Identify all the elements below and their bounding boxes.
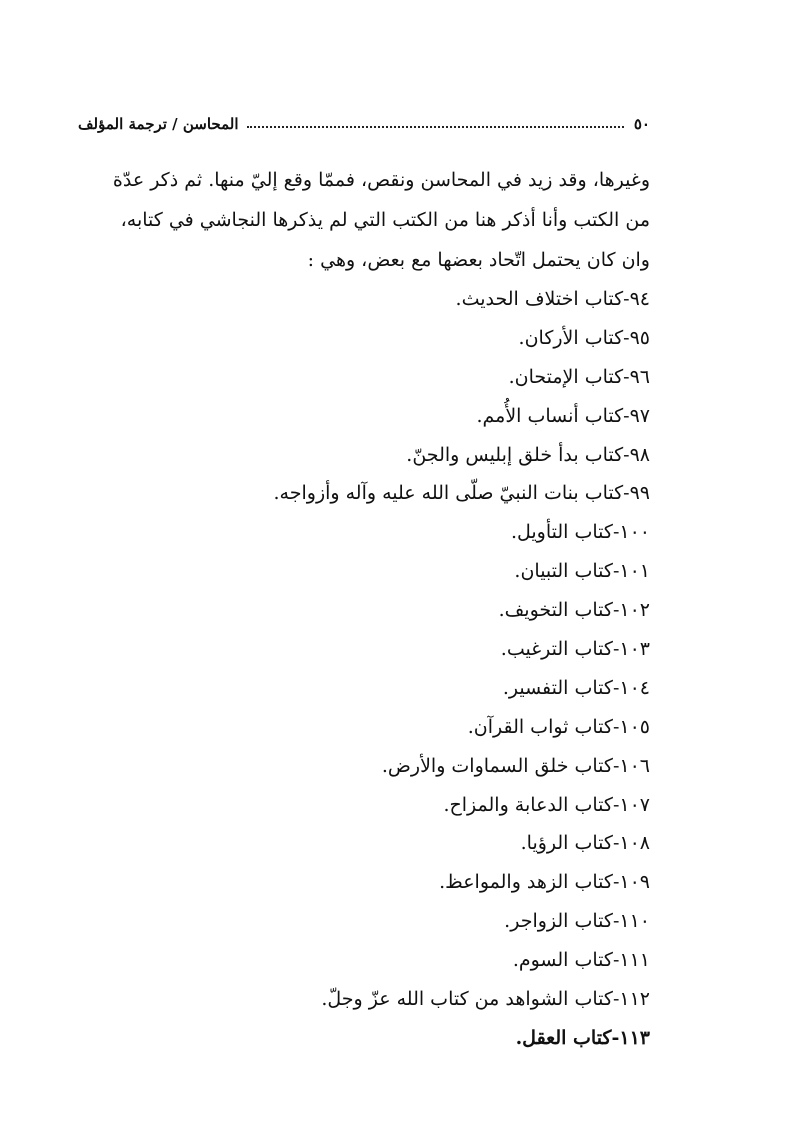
book-number: ١٠١ [619,560,650,583]
book-item: ١٠٠-كتاب التأويل. [510,521,650,544]
dot-leader [247,116,624,128]
book-item: ١٠٢-كتاب التخويف. [498,599,650,622]
book-item: ١٠٨-كتاب الرؤيا. [520,832,650,855]
book-title: كتاب التأويل. [510,521,613,544]
book-title: كتاب الشواهد من كتاب الله عزّ وجلّ. [321,988,613,1011]
intro-line: وان كان يحتمل اتّحاد بعضها مع بعض، وهي : [307,249,650,271]
book-number: ١١٠ [619,910,650,933]
book-item: ٩٤-كتاب اختلاف الحديث. [455,288,650,310]
book-title: كتاب العقل. [515,1026,612,1049]
book-item: ٩٩-كتاب بنات النبيّ صلّى الله عليه وآله وأزواجه. [273,482,650,505]
book-number: ١٠٠ [619,521,650,544]
book-title: كتاب التفسير. [502,676,613,699]
book-title: كتاب الدعابة والمزاح. [443,793,613,816]
book-number: ١٠٦ [619,754,650,777]
intro-line: وغيرها، وقد زيد في المحاسن ونقص، فممّا وقع إليّ منها. ثم ذكر عدّة [112,169,650,191]
book-number: ١١٣ [619,1026,650,1049]
page-content [78,160,650,1058]
book-item: ٩٥-كتاب الأركان. [518,326,650,349]
book-title: كتاب الأركان. [518,326,624,349]
running-header [78,110,650,138]
book-title: كتاب بدأ خلق إبليس والجنّ. [406,443,624,466]
book-number: ١١١ [619,949,650,972]
book-number: ٩٧ [629,404,650,427]
book-number: ١٠٨ [619,832,650,855]
book-number: ١٠٩ [619,871,650,894]
book-item: ١٠٣-كتاب الترغيب. [500,638,650,661]
book-item: ١١٣-كتاب العقل. [515,1026,650,1049]
book-number: ١٠٥ [619,715,650,738]
book-number: ٩٩ [629,482,650,505]
book-number: ١١٢ [619,988,650,1011]
intro-paragraph [78,160,650,280]
intro-line: من الكتب وأنا أذكر هنا من الكتب التي لم يذكرها النجاشي في كتابه، [120,209,650,231]
book-title: كتاب اختلاف الحديث. [455,288,624,310]
book-item: ١١١-كتاب السوم. [512,949,650,972]
book-number: ٩٥ [629,326,650,349]
book-title: كتاب السوم. [512,949,613,972]
header-title: المحاسن / ترجمة المؤلف [78,115,239,133]
page-number: ٥٠ [633,115,650,133]
book-number: ٩٨ [629,443,650,466]
book-item: ١٠٧-كتاب الدعابة والمزاح. [443,793,650,816]
book-title: كتاب ثواب القرآن. [467,715,613,738]
book-item: ١٠١-كتاب التبيان. [514,560,650,583]
book-item: ٩٦-كتاب الإمتحان. [508,365,650,388]
book-title: كتاب الترغيب. [500,638,613,661]
book-title: كتاب خلق السماوات والأرض. [381,754,613,777]
book-title: كتاب الزواجر. [504,910,613,933]
book-title: كتاب التبيان. [514,560,613,583]
book-number: ١٠٢ [619,599,650,622]
book-title: كتاب أنساب الأُمم. [476,404,624,427]
book-number: ١٠٧ [619,793,650,816]
book-title: كتاب الإمتحان. [508,365,624,388]
book-title: كتاب الزهد والمواعظ. [439,871,613,894]
book-item: ١٠٤-كتاب التفسير. [502,676,650,699]
book-item: ١٠٩-كتاب الزهد والمواعظ. [439,871,650,894]
book-item: ١٠٥-كتاب ثواب القرآن. [467,715,650,738]
book-item: ٩٨-كتاب بدأ خلق إبليس والجنّ. [406,443,650,466]
book-title: كتاب التخويف. [498,599,613,622]
book-number: ٩٦ [629,365,650,388]
book-number: ١٠٤ [619,676,650,699]
book-title: كتاب بنات النبيّ صلّى الله عليه وآله وأزواجه. [273,482,624,505]
book-item: ١٠٦-كتاب خلق السماوات والأرض. [381,754,650,777]
book-item: ١١٢-كتاب الشواهد من كتاب الله عزّ وجلّ. [321,988,650,1011]
book-item: ٩٧-كتاب أنساب الأُمم. [476,404,650,427]
book-title: كتاب الرؤيا. [520,832,613,855]
book-number: ٩٤ [629,288,650,310]
book-list [78,280,650,1058]
book-item: ١١٠-كتاب الزواجر. [504,910,650,933]
book-number: ١٠٣ [619,638,650,661]
